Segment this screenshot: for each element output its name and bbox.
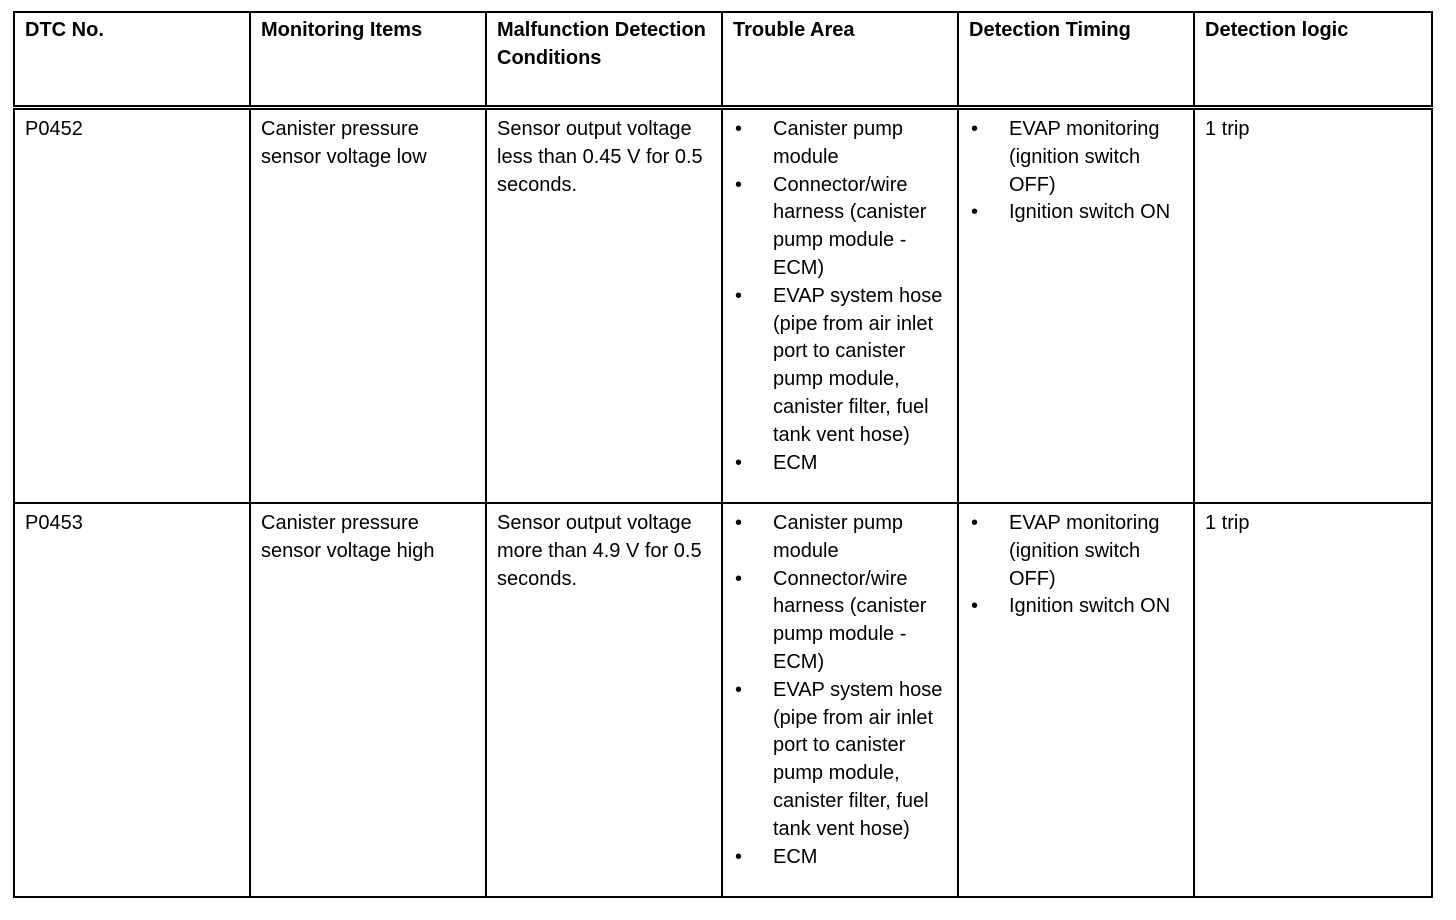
list-item	[733, 283, 949, 450]
list-item	[969, 199, 1185, 227]
cell-dtc-number: P0452	[14, 108, 250, 504]
header-monitoring-items: Monitoring Items	[250, 12, 486, 108]
list-item-text: ECM	[773, 845, 818, 868]
bullet-icon: •	[971, 595, 979, 618]
dtc-table	[13, 11, 1433, 898]
bullet-icon: •	[735, 284, 743, 307]
list-item	[733, 844, 949, 872]
list-item	[733, 510, 949, 566]
cell-detection-timing	[958, 503, 1194, 897]
header-detection-logic: Detection logic	[1194, 12, 1432, 108]
table-row	[14, 503, 1432, 897]
cell-detection-condition: Sensor output voltage more than 4.9 V for 0.5 seconds.	[486, 503, 722, 897]
bullet-icon: •	[735, 173, 743, 196]
list-item-text: Ignition switch ON	[1009, 595, 1171, 618]
header-detection-timing: Detection Timing	[958, 12, 1194, 108]
bullet-icon: •	[971, 512, 979, 534]
list-item-text: Canister pump module	[773, 118, 904, 168]
header-row	[14, 12, 1432, 108]
detection-timing-list	[969, 116, 1185, 227]
list-item-text: ECM	[773, 451, 818, 474]
list-item-text: EVAP system hose (pipe from air inlet port to canister pump module, canister filter, fuel tank vent hose)	[773, 678, 943, 840]
bullet-icon: •	[735, 451, 743, 474]
list-item-text: Ignition switch ON	[1009, 201, 1171, 224]
cell-detection-condition: Sensor output voltage less than 0.45 V for 0.5 seconds.	[486, 108, 722, 504]
header-malfunction-detection-conditions: Malfunction Detection Conditions	[486, 12, 722, 108]
detection-timing-list	[969, 510, 1185, 621]
cell-trouble-area	[722, 503, 958, 897]
cell-dtc-number: P0453	[14, 503, 250, 897]
list-item-text: Connector/wire harness (canister pump module - ECM)	[773, 173, 927, 279]
cell-monitoring-item: Canister pressure sensor voltage low	[250, 108, 486, 504]
cell-trouble-area	[722, 108, 958, 504]
list-item	[733, 172, 949, 283]
bullet-icon: •	[735, 118, 743, 140]
bullet-icon: •	[735, 567, 743, 590]
bullet-icon: •	[735, 845, 743, 868]
cell-detection-timing	[958, 108, 1194, 504]
list-item	[969, 593, 1185, 621]
cell-monitoring-item: Canister pressure sensor voltage high	[250, 503, 486, 897]
list-item-text: Canister pump module	[773, 512, 904, 562]
list-item	[733, 677, 949, 844]
list-item-text: EVAP monitoring (ignition switch OFF)	[1009, 118, 1160, 196]
header-dtc-no: DTC No.	[14, 12, 250, 108]
bullet-icon: •	[735, 512, 743, 534]
cell-detection-logic: 1 trip	[1194, 108, 1432, 504]
cell-detection-logic: 1 trip	[1194, 503, 1432, 897]
list-item	[733, 450, 949, 478]
trouble-area-list	[733, 116, 949, 477]
list-item-text: Connector/wire harness (canister pump module - ECM)	[773, 567, 927, 673]
bullet-icon: •	[971, 118, 979, 140]
bullet-icon: •	[971, 201, 979, 224]
header-trouble-area: Trouble Area	[722, 12, 958, 108]
list-item-text: EVAP monitoring (ignition switch OFF)	[1009, 512, 1160, 590]
list-item	[733, 116, 949, 172]
list-item	[969, 116, 1185, 199]
table-row	[14, 108, 1432, 504]
trouble-area-list	[733, 510, 949, 871]
list-item	[733, 566, 949, 677]
bullet-icon: •	[735, 678, 743, 701]
list-item	[969, 510, 1185, 593]
list-item-text: EVAP system hose (pipe from air inlet port to canister pump module, canister filter, fuel tank vent hose)	[773, 284, 943, 446]
